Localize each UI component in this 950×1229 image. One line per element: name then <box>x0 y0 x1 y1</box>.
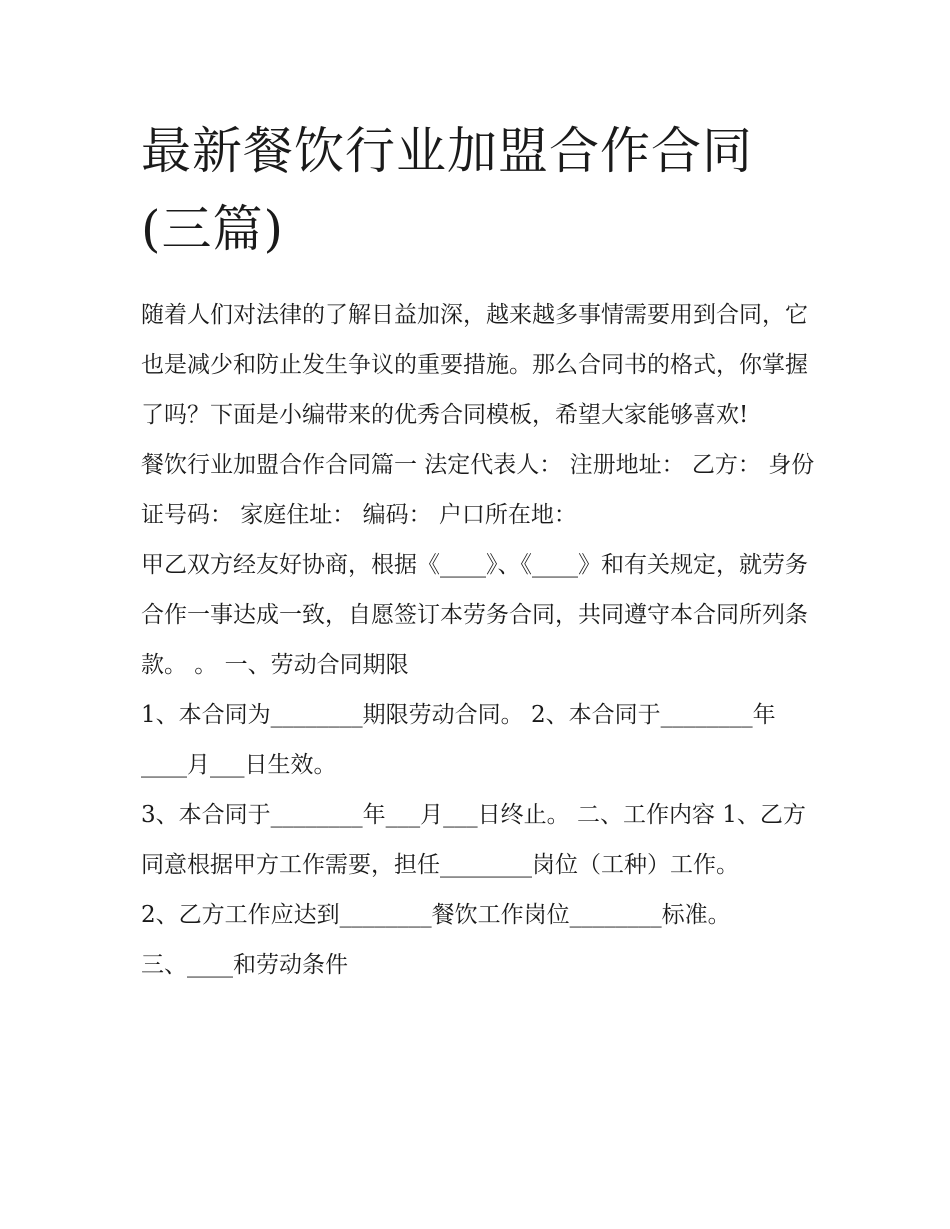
section-heading-paragraph: 三、____和劳动条件 <box>141 952 348 978</box>
parties-paragraph: 餐饮行业加盟合作合同篇一 法定代表人： 注册地址： 乙方： 身份证号码： 家庭住址： 编码： 户口所在地： <box>141 452 815 528</box>
clause-work-paragraph: 3、本合同于________年___月___日终止。 二、工作内容 1、乙方同意根据甲方工作需要，担任________岗位（工种）工作。 <box>141 802 806 878</box>
intro-paragraph: 随着人们对法律的了解日益加深，越来越多事情需要用到合同，它也是减少和防止发生争议的重要措施。那么合同书的格式，你掌握了吗？下面是小编带来的优秀合同模板，希望大家能够喜欢! <box>141 302 808 428</box>
agreement-paragraph: 甲乙双方经友好协商，根据《____》、《____》和有关规定，就劳务合作一事达成一致，自愿签订本劳务合同，共同遵守本合同所列条款。 。 一、劳动合同期限 <box>141 552 808 678</box>
document-body <box>141 290 820 990</box>
clause-standard-paragraph: 2、乙方工作应达到________餐饮工作岗位________标准。 <box>141 902 731 928</box>
clause-term-paragraph: 1、本合同为________期限劳动合同。 2、本合同于________年____月___日生效。 <box>141 702 776 778</box>
document-title: 最新餐饮行业加盟合作合同(三篇) <box>141 122 753 258</box>
